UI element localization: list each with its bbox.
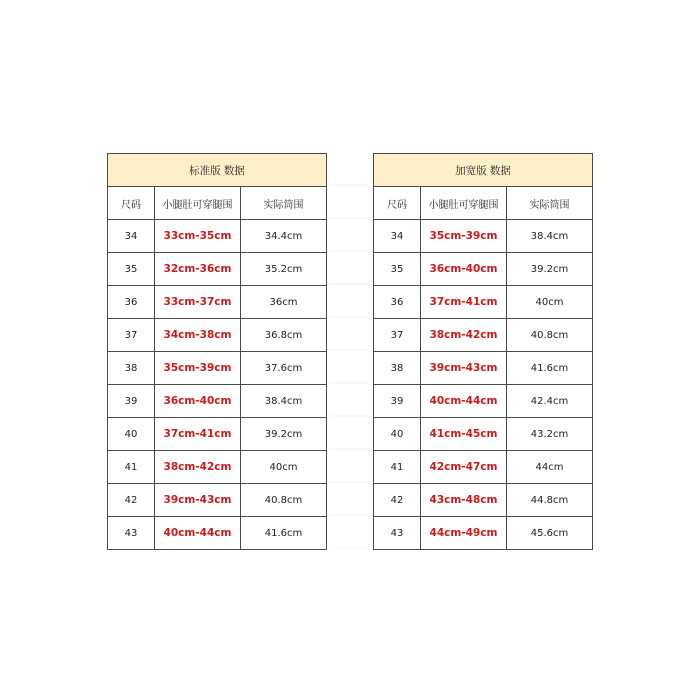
calf-range-cell: 36cm-40cm xyxy=(421,253,507,286)
circumference-cell: 41.6cm xyxy=(241,517,327,550)
calf-range-cell: 40cm-44cm xyxy=(421,385,507,418)
calf-range-cell: 37cm-41cm xyxy=(155,418,241,451)
size-cell: 43 xyxy=(374,517,421,550)
size-cell: 41 xyxy=(374,451,421,484)
calf-range-cell: 32cm-36cm xyxy=(155,253,241,286)
circumference-cell: 40.8cm xyxy=(507,319,593,352)
size-cell: 34 xyxy=(374,220,421,253)
size-cell: 37 xyxy=(374,319,421,352)
size-cell: 39 xyxy=(374,385,421,418)
table-row xyxy=(108,352,327,385)
table-row xyxy=(374,385,593,418)
size-cell: 43 xyxy=(108,517,155,550)
table-row xyxy=(108,319,327,352)
circumference-cell: 40.8cm xyxy=(241,484,327,517)
size-cell: 35 xyxy=(108,253,155,286)
size-cell: 38 xyxy=(374,352,421,385)
circumference-cell: 36cm xyxy=(241,286,327,319)
calf-range-cell: 39cm-43cm xyxy=(155,484,241,517)
calf-range-cell: 36cm-40cm xyxy=(155,385,241,418)
table-row xyxy=(374,451,593,484)
table-row xyxy=(374,319,593,352)
calf-range-cell: 33cm-37cm xyxy=(155,286,241,319)
circumference-cell: 34.4cm xyxy=(241,220,327,253)
column-header-size: 尺码 xyxy=(108,187,155,220)
size-cell: 35 xyxy=(374,253,421,286)
calf-range-cell: 43cm-48cm xyxy=(421,484,507,517)
column-header-calf-range: 小腿肚可穿腿围 xyxy=(155,187,241,220)
calf-range-cell: 35cm-39cm xyxy=(421,220,507,253)
circumference-cell: 35.2cm xyxy=(241,253,327,286)
column-header-actual-circumference: 实际筒围 xyxy=(507,187,593,220)
standard-size-table xyxy=(107,153,327,550)
table-row xyxy=(108,253,327,286)
column-header-actual-circumference: 实际筒围 xyxy=(241,187,327,220)
table-row xyxy=(108,220,327,253)
table-row xyxy=(108,385,327,418)
size-cell: 36 xyxy=(108,286,155,319)
table-row xyxy=(374,352,593,385)
calf-range-cell: 40cm-44cm xyxy=(155,517,241,550)
circumference-cell: 40cm xyxy=(241,451,327,484)
circumference-cell: 42.4cm xyxy=(507,385,593,418)
table-separator xyxy=(330,153,368,548)
size-cell: 40 xyxy=(108,418,155,451)
circumference-cell: 41.6cm xyxy=(507,352,593,385)
size-cell: 34 xyxy=(108,220,155,253)
wide-table-title: 加宽版 数据 xyxy=(374,154,593,187)
circumference-cell: 39.2cm xyxy=(241,418,327,451)
circumference-cell: 43.2cm xyxy=(507,418,593,451)
circumference-cell: 39.2cm xyxy=(507,253,593,286)
table-row xyxy=(374,517,593,550)
size-cell: 38 xyxy=(108,352,155,385)
size-cell: 39 xyxy=(108,385,155,418)
circumference-cell: 38.4cm xyxy=(241,385,327,418)
circumference-cell: 44cm xyxy=(507,451,593,484)
calf-range-cell: 34cm-38cm xyxy=(155,319,241,352)
column-header-calf-range: 小腿肚可穿腿围 xyxy=(421,187,507,220)
calf-range-cell: 41cm-45cm xyxy=(421,418,507,451)
circumference-cell: 37.6cm xyxy=(241,352,327,385)
wide-size-table xyxy=(373,153,593,550)
calf-range-cell: 33cm-35cm xyxy=(155,220,241,253)
standard-table-title: 标准版 数据 xyxy=(108,154,327,187)
table-row xyxy=(108,451,327,484)
calf-range-cell: 42cm-47cm xyxy=(421,451,507,484)
table-row xyxy=(374,484,593,517)
table-row xyxy=(374,286,593,319)
table-row xyxy=(374,418,593,451)
circumference-cell: 45.6cm xyxy=(507,517,593,550)
calf-range-cell: 38cm-42cm xyxy=(155,451,241,484)
calf-range-cell: 37cm-41cm xyxy=(421,286,507,319)
calf-range-cell: 39cm-43cm xyxy=(421,352,507,385)
table-row xyxy=(108,418,327,451)
circumference-cell: 40cm xyxy=(507,286,593,319)
column-header-size: 尺码 xyxy=(374,187,421,220)
calf-range-cell: 38cm-42cm xyxy=(421,319,507,352)
table-row xyxy=(374,253,593,286)
size-cell: 42 xyxy=(108,484,155,517)
calf-range-cell: 44cm-49cm xyxy=(421,517,507,550)
size-cell: 41 xyxy=(108,451,155,484)
circumference-cell: 38.4cm xyxy=(507,220,593,253)
table-row xyxy=(108,286,327,319)
size-cell: 40 xyxy=(374,418,421,451)
size-cell: 42 xyxy=(374,484,421,517)
calf-range-cell: 35cm-39cm xyxy=(155,352,241,385)
table-row xyxy=(108,484,327,517)
size-cell: 37 xyxy=(108,319,155,352)
table-row xyxy=(374,220,593,253)
circumference-cell: 44.8cm xyxy=(507,484,593,517)
table-row xyxy=(108,517,327,550)
size-cell: 36 xyxy=(374,286,421,319)
circumference-cell: 36.8cm xyxy=(241,319,327,352)
